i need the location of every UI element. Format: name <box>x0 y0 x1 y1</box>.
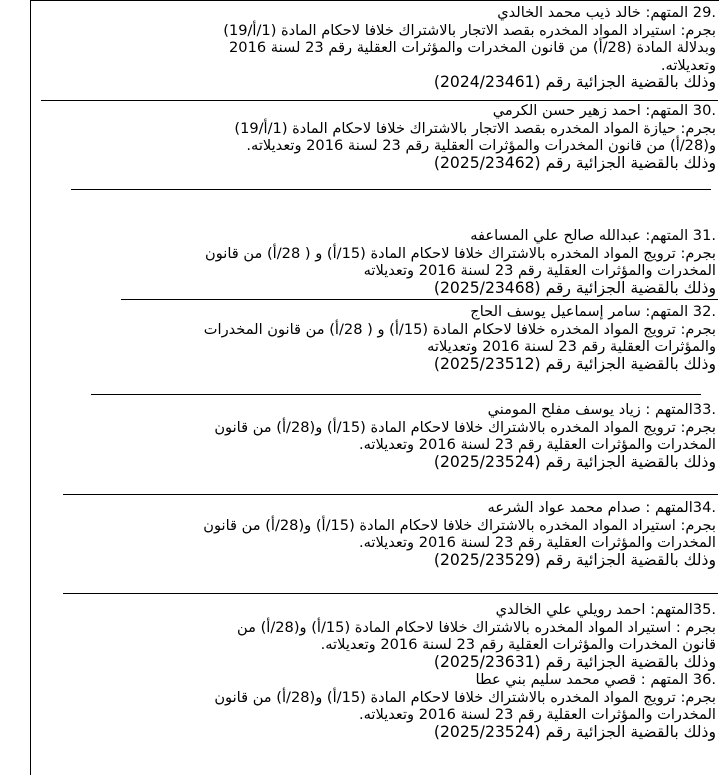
top-border <box>31 0 719 1</box>
entry-charge-line: المخدرات والمؤثرات العقلية رقم 23 لسنة 2016 وتعديلاته. <box>358 534 716 552</box>
entry-charge-line: بجرم: ترويج المواد المخدره بالاشتراك خلافا لاحكام المادة (15/أ) و ( 28/أ) من قانون <box>205 244 716 262</box>
entry-separator <box>41 100 718 101</box>
entry-charge-line: وتعديلاته. <box>660 56 716 74</box>
entry-separator <box>71 189 711 190</box>
entry-header: .32 المتهم: سامر إسماعيل يوسف الحاج <box>470 303 716 320</box>
case-number: وذلك بالقضية الجزائية رقم (2025/23512) <box>433 354 716 373</box>
case-number: وذلك بالقضية الجزائية رقم (2025/23462) <box>433 153 716 172</box>
entry-header: .31 المتهم: عبدالله صالح علي المساعفه <box>470 227 716 244</box>
entry-separator <box>63 593 718 594</box>
defendant-entry-29 <box>31 4 716 92</box>
entry-charge-line: بجرم: حيازة المواد المخدره بقصد الاتجار بالاشتراك خلافا لاحكام المادة (1/أ/19) <box>234 119 716 137</box>
case-number: وذلك بالقضية الجزائية رقم (2025/23524) <box>433 722 716 741</box>
document-page <box>30 0 719 775</box>
entry-charge-line: بجرم: ترويج المواد المخدره بالاشتراك خلافا لاحكام المادة (15/أ) و(28/أ) من قانون <box>214 688 716 706</box>
defendant-entry-33 <box>31 401 716 471</box>
case-number: وذلك بالقضية الجزائية رقم (2025/23631) <box>433 652 716 671</box>
entry-separator <box>121 299 718 300</box>
entry-header: .33المتهم : زياد يوسف مفلح المومني <box>487 401 716 418</box>
entry-charge-line: وبدلالة المادة (28/أ) من قانون المخدرات والمؤثرات العقلية رقم 23 لسنة 2016 <box>229 39 716 57</box>
entry-charge-line: المخدرات والمؤثرات العقلية رقم 23 لسنة 2016 وتعديلاته. <box>358 436 716 454</box>
entry-header: .34المتهم : صدام محمد عواد الشرعه <box>487 499 716 516</box>
entry-charge-line: بجرم: ترويج المواد المخدره بالاشتراك خلافا لاحكام المادة (15/أ) و(28/أ) من قانون <box>214 418 716 436</box>
entry-header: .35المتهم: احمد رويلي علي الخالدي <box>495 601 716 618</box>
case-number: وذلك بالقضية الجزائية رقم (2025/23529) <box>433 550 716 569</box>
entry-charge-line: المخدرات والمؤثرات العقلية رقم 23 لسنة 2016 وتعديلاته <box>363 262 716 280</box>
entry-charge-line: بجرم: استيراد المواد المخدره بقصد الاتجار بالاشتراك خلافا لاحكام المادة (1/أ/19) <box>223 21 716 39</box>
entry-charge-line: والمؤثرات العقلية رقم 23 لسنة 2016 وتعديلاته <box>427 338 716 356</box>
defendant-entry-34 <box>31 499 716 569</box>
entry-charge-line: قانون المخدرات والمؤثرات العقلية رقم 23 لسنة 2016 وتعديلاته. <box>320 636 716 654</box>
entry-header: .29 المتهم: خالد ذيب محمد الخالدي <box>497 4 716 21</box>
case-number: وذلك بالقضية الجزائية رقم (2025/23468) <box>433 278 716 297</box>
entry-header: .30 المتهم: احمد زهير حسن الكرمي <box>492 102 716 119</box>
entry-separator <box>91 394 701 395</box>
case-number: وذلك بالقضية الجزائية رقم (2025/23524) <box>433 452 716 471</box>
case-number: وذلك بالقضية الجزائية رقم (2024/23461) <box>433 73 716 92</box>
defendant-entry-30 <box>31 102 716 172</box>
entry-charge-line: المخدرات والمؤثرات العقلية رقم 23 لسنة 2016 وتعديلاته. <box>358 706 716 724</box>
entry-separator <box>63 494 718 495</box>
entry-charge-line: بجرم: استيراد المواد المخدره بالاشتراك خلافا لاحكام المادة (15/أ) و(28/أ) من قانون <box>203 516 716 534</box>
defendant-entry-32 <box>31 303 716 373</box>
defendant-entry-31 <box>31 227 716 297</box>
entry-charge-line: بجرم : استيراد المواد المخدره بالاشتراك خلافا لاحكام المادة (15/أ) و(28/أ) من <box>237 618 716 636</box>
defendant-entry-36 <box>31 671 716 741</box>
entry-charge-line: بجرم: ترويج المواد المخدره خلافا لاحكام المادة (15/أ) و ( 28/أ) من قانون المخدرات <box>203 320 716 338</box>
entry-header: .36 المتهم : قصي محمد سليم بني عطا <box>475 671 716 688</box>
entry-charge-line: و(28/أ) من قانون المخدرات والمؤثرات العقلية رقم 23 لسنة 2016 وتعديلاته. <box>246 137 716 155</box>
defendant-entry-35 <box>31 601 716 671</box>
